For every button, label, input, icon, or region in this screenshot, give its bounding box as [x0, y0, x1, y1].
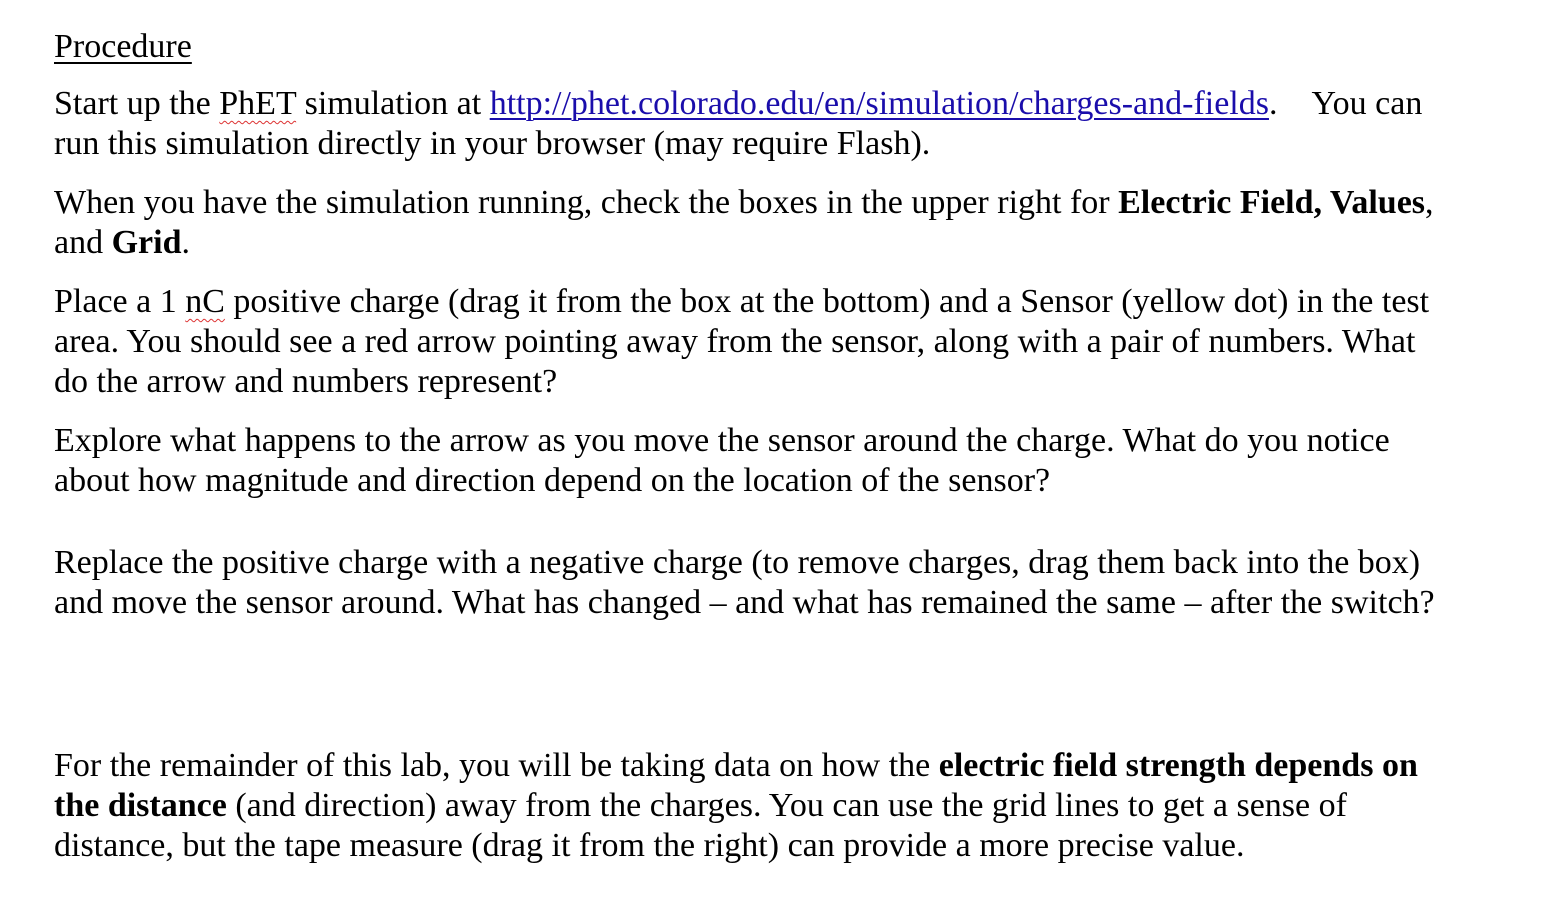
paragraph-line: Explore what happens to the arrow as you move the sensor around the charge. What do you notice	[54, 422, 1390, 459]
bold-text: Grid	[111, 224, 182, 261]
paragraph-remainder-lab	[54, 746, 1524, 866]
paragraph-line: about how magnitude and direction depend on the location of the sensor?	[54, 462, 1051, 499]
text-run: When you have the simulation running, check the boxes in the upper right for	[54, 184, 1119, 221]
paragraph-start-simulation	[54, 84, 1524, 164]
text-run: and	[54, 224, 112, 261]
nc-unit: nC	[185, 283, 225, 320]
paragraph-line	[54, 84, 1524, 124]
phet-word: PhET	[219, 85, 297, 122]
paragraph-line: do the arrow and numbers represent?	[54, 363, 558, 400]
text-run: ,	[1425, 184, 1434, 221]
text-run: .	[1268, 85, 1278, 122]
bold-text: Electric Field, Values	[1118, 184, 1426, 221]
paragraph-explore-arrow	[54, 421, 1524, 501]
section-heading: Procedure	[54, 28, 192, 65]
paragraph-line	[54, 746, 1524, 786]
simulation-link[interactable]: http://phet.colorado.edu/en/simulation/charges-and-fields	[489, 85, 1269, 122]
text-run: Start up the	[54, 85, 220, 122]
text-run: simulation at	[296, 85, 490, 122]
text-run: positive charge (drag it from the box at the bottom) and a Sensor (yellow dot) in the test	[224, 283, 1430, 320]
text-run: (and direction) away from the charges. You can use the grid lines to get a sense of	[226, 787, 1347, 824]
bold-text: the distance	[54, 787, 227, 824]
text-run: .	[181, 224, 190, 261]
paragraph-line	[54, 223, 1524, 263]
paragraph-line: and move the sensor around. What has changed – and what has remained the same – after the switch?	[54, 584, 1435, 621]
paragraph-line: run this simulation directly in your browser (may require Flash).	[54, 125, 931, 162]
paragraph-line	[54, 183, 1524, 223]
paragraph-negative-charge	[54, 543, 1524, 623]
paragraph-place-charge	[54, 282, 1524, 402]
paragraph-line	[54, 786, 1524, 826]
text-run: Place a 1	[54, 283, 186, 320]
text-run: For the remainder of this lab, you will be taking data on how the	[54, 747, 939, 784]
paragraph-check-boxes	[54, 183, 1524, 263]
text-run: You can	[1311, 85, 1423, 122]
paragraph-line	[54, 282, 1524, 322]
paragraph-line: distance, but the tape measure (drag it from the right) can provide a more precise value.	[54, 827, 1245, 864]
paragraph-line: Replace the positive charge with a negative charge (to remove charges, drag them back into the box)	[54, 544, 1421, 581]
bold-text: electric field strength depends on	[938, 747, 1418, 784]
paragraph-line: area. You should see a red arrow pointing away from the sensor, along with a pair of numbers. What	[54, 323, 1416, 360]
